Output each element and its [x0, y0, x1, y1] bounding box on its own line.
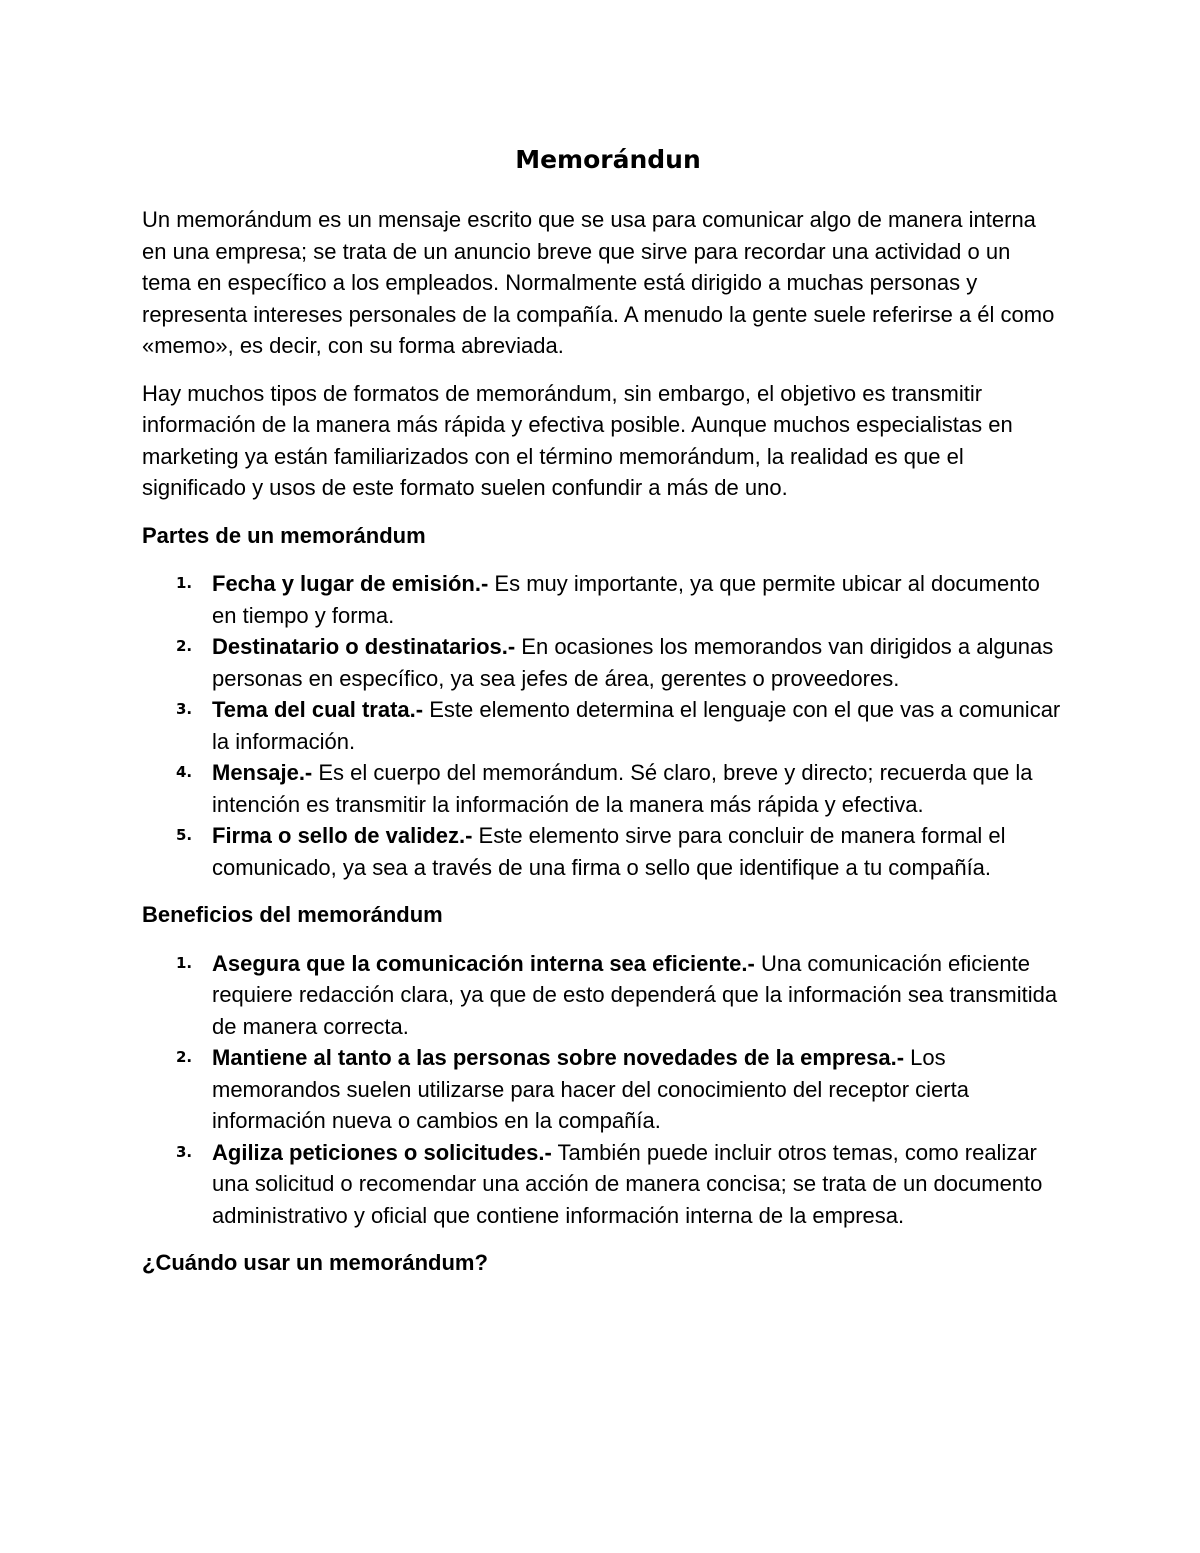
parts-list-item — [142, 631, 1062, 694]
benefits-heading: Beneficios del memorándum — [142, 902, 443, 927]
intro-paragraph-1: Un memorándum es un mensaje escrito que se usa para comunicar algo de manera interna en una empresa; se trata de un anuncio breve que sirve para recordar una actividad o un tema en específico a los empleados. Normalmente está dirigido a muchas personas y representa intereses personales de la compañía. A menudo la gente suele referirse a él como «memo», es decir, con su forma abreviada. — [142, 207, 1055, 358]
item-term: Fecha y lugar de emisión.- — [212, 571, 489, 596]
item-term: Mensaje.- — [212, 760, 313, 785]
when-to-use-heading: ¿Cuándo usar un memorándum? — [142, 1250, 488, 1275]
item-text: Una comunicación eficiente requiere redacción clara, ya que de esto dependerá que la información sea transmitida de manera correcta. — [212, 950, 1058, 1039]
item-term: Mantiene al tanto a las personas sobre novedades de la empresa.- — [212, 1045, 905, 1070]
item-text: También puede incluir otros temas, como realizar una solicitud o recomendar una acción de manera concisa; se trata de un documento administrativo y oficial que contiene información interna de la empresa. — [212, 1139, 1043, 1228]
list-number: 3. — [176, 700, 193, 718]
item-text: Este elemento sirve para concluir de manera formal el comunicado, ya sea a través de una firma o sello que identifique a tu compañía. — [212, 823, 1006, 880]
item-text: Los memorandos suelen utilizarse para hacer del conocimiento del receptor cierta información nueva o cambios en la compañía. — [212, 1045, 969, 1133]
item-text: En ocasiones los memorandos van dirigidos a algunas personas en específico, ya sea jefes de área, gerentes o proveedores. — [212, 634, 1054, 691]
parts-list-item — [142, 757, 1062, 820]
benefits-list-item — [142, 1137, 1062, 1232]
item-term: Firma o sello de validez.- — [212, 823, 473, 848]
benefits-list — [142, 948, 1062, 1232]
document-title: Memorándun — [515, 145, 701, 174]
list-number: 2. — [176, 637, 193, 655]
list-number: 3. — [176, 1142, 193, 1161]
item-text: Es muy importante, ya que permite ubicar al documento en tiempo y forma. — [212, 571, 1040, 628]
list-number: 1. — [176, 574, 193, 592]
benefits-list-item — [142, 948, 1062, 1043]
list-number: 5. — [176, 826, 193, 844]
item-text: Es el cuerpo del memorándum. Sé claro, breve y directo; recuerda que la intención es transmitir la información de la manera más rápida y efectiva. — [212, 760, 1033, 817]
parts-list-item — [142, 568, 1062, 631]
item-text: Este elemento determina el lenguaje con el que vas a comunicar la información. — [212, 697, 1061, 754]
list-number: 4. — [176, 763, 193, 781]
item-term: Tema del cual trata.- — [212, 697, 424, 722]
document-page — [142, 140, 1062, 1296]
list-number: 2. — [176, 1048, 193, 1066]
parts-list-item — [142, 820, 1062, 883]
item-term: Asegura que la comunicación interna sea eficiente.- — [212, 950, 755, 976]
parts-list — [142, 568, 1062, 883]
intro-paragraph-2: Hay muchos tipos de formatos de memorándum, sin embargo, el objetivo es transmitir información de la manera más rápida y efectiva posible. Aunque muchos especialistas en marketing ya están familiarizados con el término memorándum, la realidad es que el significado y usos de este formato suelen confundir a más de uno. — [142, 380, 1013, 500]
item-term: Destinatario o destinatarios.- — [212, 634, 516, 659]
parts-heading: Partes de un memorándum — [142, 522, 426, 548]
list-number: 1. — [176, 953, 193, 972]
parts-list-item — [142, 694, 1062, 757]
benefits-list-item — [142, 1042, 1062, 1137]
item-term: Agiliza peticiones o solicitudes.- — [212, 1139, 552, 1165]
